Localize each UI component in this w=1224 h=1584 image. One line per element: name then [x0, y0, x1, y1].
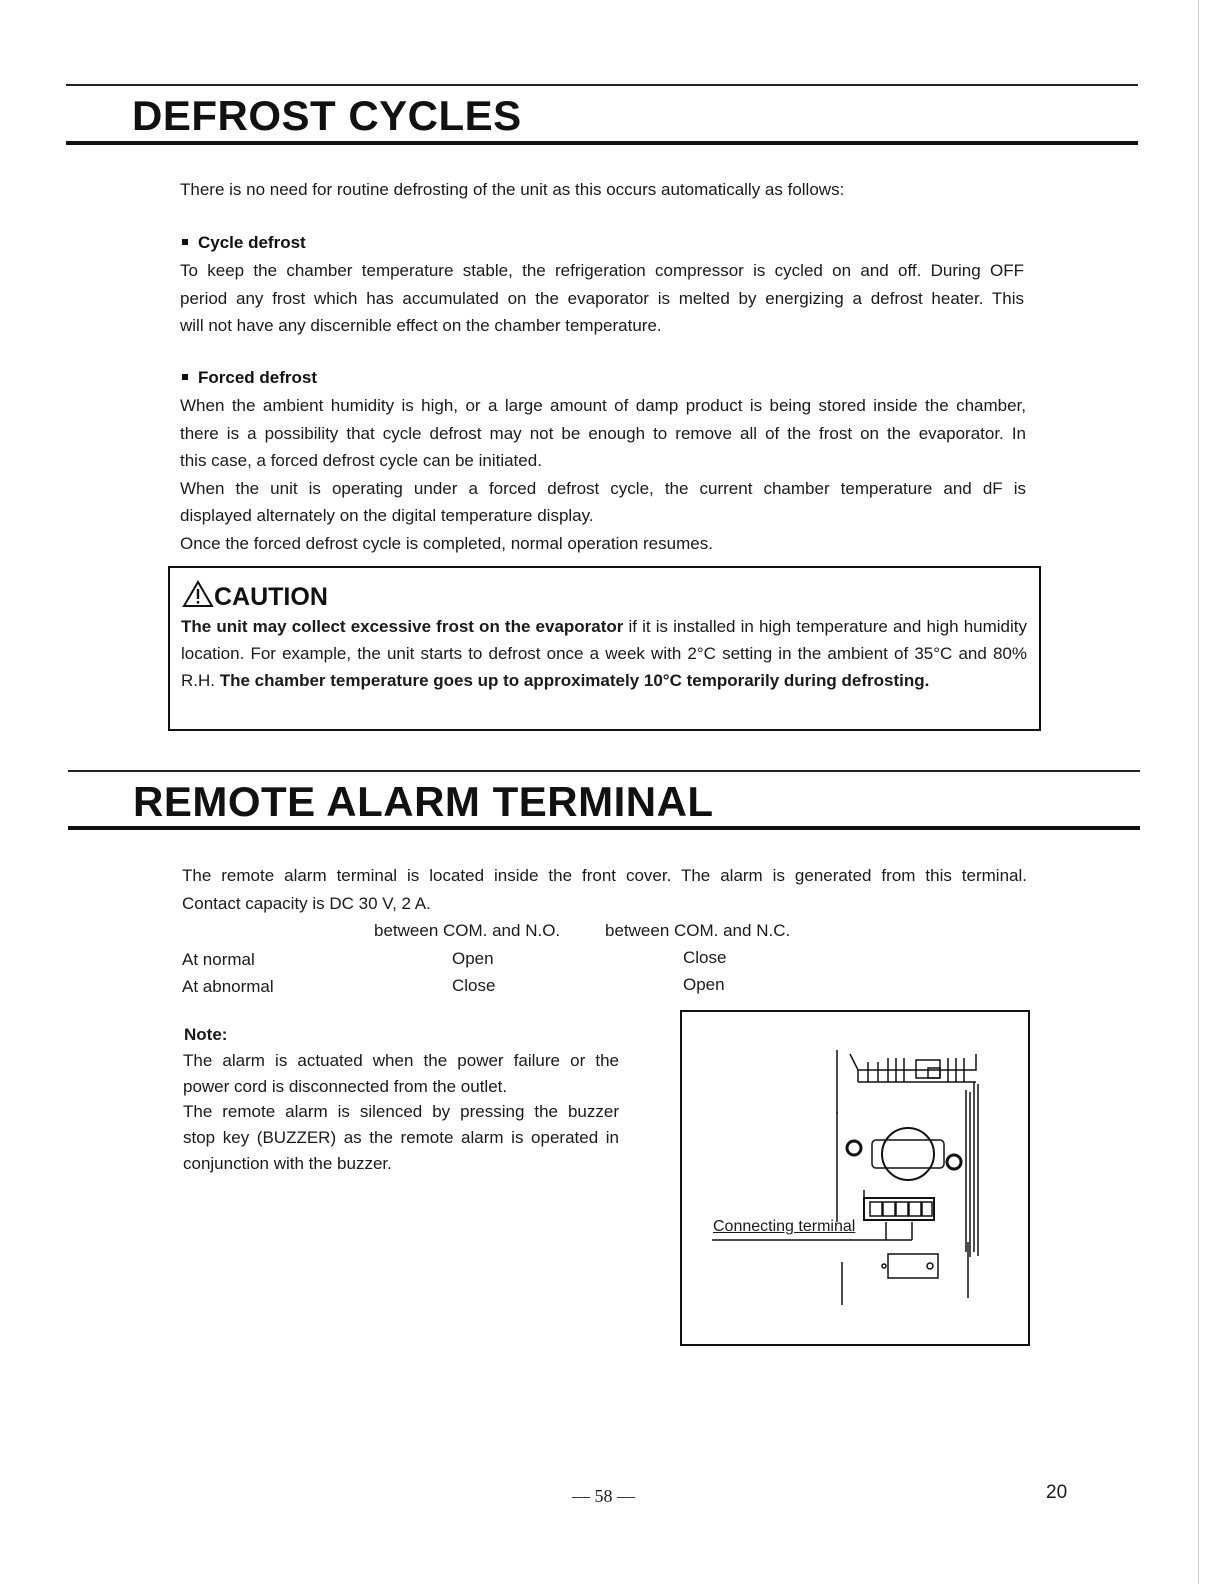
note-line: stop key (BUZZER) as the remote alarm is operated in: [183, 1128, 619, 1148]
forced-line: there is a possibility that cycle defrost may not be enough to remove all of the frost on the evaporator. In: [180, 423, 1026, 443]
cycle-line: To keep the chamber temperature stable, the refrigeration compressor is cycled on and off. During OFF: [180, 261, 1024, 280]
defrost-intro: There is no need for routine defrosting of the unit as this occurs automatically as follows:: [180, 180, 845, 199]
cycle-defrost-paragraph: [180, 257, 1024, 340]
section-title-remote: REMOTE ALARM TERMINAL: [133, 778, 714, 825]
section-bottom-rule: [66, 141, 1138, 145]
note-line: conjunction with the buzzer.: [183, 1153, 392, 1173]
table-row-label: At normal: [182, 950, 255, 969]
warning-triangle-icon: [182, 580, 214, 608]
note-line: The alarm is actuated when the power failure or the: [183, 1051, 619, 1070]
section-top-rule: [68, 770, 1140, 772]
caution-title-text: CAUTION: [214, 583, 328, 611]
forced-line: this case, a forced defrost cycle can be initiated.: [180, 451, 542, 470]
section-top-rule: [66, 84, 1138, 86]
caution-text: [181, 613, 1027, 694]
cycle-defrost-heading-text: Cycle defrost: [198, 233, 306, 252]
note-line: The remote alarm is silenced by pressing the buzzer: [183, 1102, 619, 1122]
remote-intro-line: The remote alarm terminal is located inside the front cover. The alarm is generated from this terminal.: [182, 866, 1027, 885]
section-bottom-rule: [68, 826, 1140, 830]
remote-intro-line: Contact capacity is DC 30 V, 2 A.: [182, 893, 431, 913]
forced-defrost-heading-text: Forced defrost: [198, 368, 318, 387]
forced-line: Once the forced defrost cycle is completed, normal operation resumes.: [180, 533, 713, 553]
forced-defrost-paragraph: [180, 392, 1026, 557]
cycle-defrost-heading: [182, 233, 306, 253]
table-cell-nc: Close: [683, 948, 727, 967]
table-header-nc: between COM. and N.C.: [605, 921, 791, 940]
table-cell-no: Close: [452, 976, 496, 995]
note-text: [183, 1048, 619, 1177]
caution-title: [182, 580, 328, 612]
table-cell-nc: Open: [683, 975, 725, 994]
page-number-center: — 58 —: [572, 1486, 635, 1506]
forced-line: When the unit is operating under a forced defrost cycle, the current chamber temperature and dF is: [180, 478, 1026, 498]
table-cell-no: Open: [452, 949, 494, 968]
note-line: power cord is disconnected from the outlet.: [183, 1076, 508, 1096]
connecting-terminal-label: Connecting terminal: [713, 1218, 856, 1235]
note-label: Note:: [184, 1025, 228, 1044]
forced-line: displayed alternately on the digital temperature display.: [180, 506, 594, 525]
table-row-label: At abnormal: [182, 977, 274, 996]
section-title-defrost: DEFROST CYCLES: [132, 92, 522, 139]
bullet-square-icon: [182, 239, 188, 245]
caution-bold-2: The chamber temperature goes up to approximately 10°C temporarily during defrosting.: [219, 671, 930, 690]
caution-body: if it is installed in high temperature and high humidity location. For example, the unit starts to defrost once a week with 2°C setting in the ambient of 35°C and 80% R.H.: [181, 617, 1028, 690]
table-header-no: between COM. and N.O.: [374, 921, 561, 940]
remote-intro: [182, 862, 1027, 917]
bullet-square-icon: [182, 374, 188, 380]
cycle-line: period any frost which has accumulated on the evaporator is melted by energizing a defrost heater. This: [180, 288, 1024, 308]
forced-defrost-heading: [182, 368, 317, 388]
page-number-right: 20: [1046, 1482, 1068, 1503]
page-edge-line: [1198, 0, 1199, 1584]
terminal-diagram-illustration: [682, 1012, 1028, 1344]
cycle-line: will not have any discernible effect on the chamber temperature.: [180, 316, 662, 335]
caution-bold-1: The unit may collect excessive frost on the evaporator: [181, 617, 624, 636]
forced-line: When the ambient humidity is high, or a large amount of damp product is being stored inside the chamber,: [180, 396, 1026, 415]
